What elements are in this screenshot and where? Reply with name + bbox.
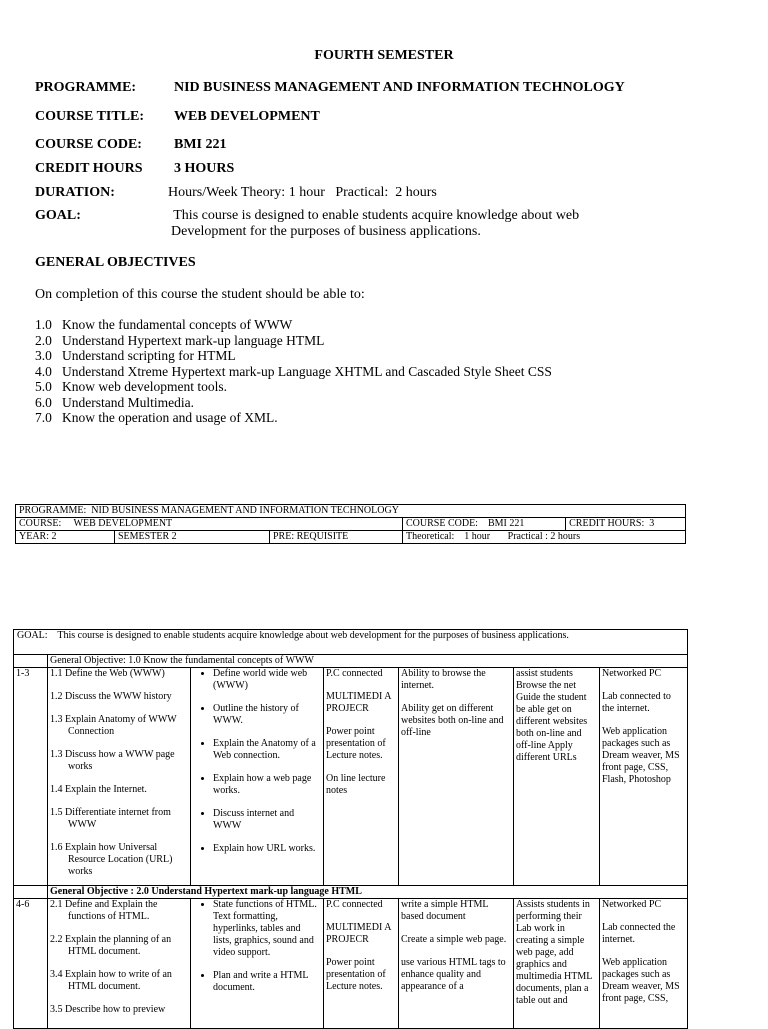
year-cell: YEAR: 2 [16,531,115,544]
course-header-table [15,504,686,544]
section2-heading: General Objective : 2.0 Understand Hypertext mark-up language HTML [48,886,688,899]
course-code-cell: COURSE CODE: BMI 221 [403,518,566,531]
objective-item: 7.0 Know the operation and usage of XML. [35,410,278,425]
programme-value: NID BUSINESS MANAGEMENT AND INFORMATION TECHNOLOGY [174,80,625,95]
section2-week: 4-6 [14,899,48,1029]
intro-text: On completion of this course the student should be able to: [35,287,365,302]
prereq-cell: PRE: REQUISITE [270,531,403,544]
section1-student-activities: Ability to browse the internet. Ability get on different websites both on-line and off-line [399,668,514,886]
course-cell: COURSE: WEB DEVELOPMENT [16,518,403,531]
section1-learning-outcomes: assist students Browse the net Guide the student be able get on different websites both on-line and off-line Apply different URLs [514,668,600,886]
credit-hours-value: 3 HOURS [174,161,235,176]
section1-teacher-activities: • Define world wide web (WWW) • Outline the history of WWW. • Explain the Anatomy of a Web connection. • Explain how a web page works. • Discuss internet and WWW • Explain how URL works. [191,668,324,886]
course-title-value: WEB DEVELOPMENT [174,109,320,124]
section2-student-activities: write a simple HTML based document Create a simple web page. use various HTML tags to enhance quality and appearance of a [399,899,514,1029]
section1-week: 1-3 [14,668,48,886]
course-code-value: BMI 221 [174,137,227,152]
course-title-label: COURSE TITLE: [35,109,145,124]
course-content-table [13,629,688,1029]
objective-item: 3.0 Understand scripting for HTML [35,348,236,363]
objective-item: 2.0 Understand Hypertext mark-up language HTML [35,332,325,348]
credit-hours-label: CREDIT HOURS [35,161,143,176]
general-objectives-heading: GENERAL OBJECTIVES [35,255,196,270]
objective-item: 4.0 Understand Xtreme Hypertext mark-up Language XHTML and Cascaded Style Sheet CSS [35,363,552,379]
objective-item: 5.0 Know web development tools. [35,379,227,394]
page-title: FOURTH SEMESTER [314,48,454,63]
section1-evaluation: Networked PC Lab connected to the internet. Web application packages such as Dream weaver, MS front page, CSS, Flash, Photoshop [600,668,688,886]
semester-cell: SEMESTER 2 [115,531,270,544]
credit-hours-cell: CREDIT HOURS: 3 [566,518,686,531]
objectives-list [35,317,552,426]
course-code-label: COURSE CODE: [35,137,142,152]
duration-label: DURATION: [35,185,115,200]
table-goal: GOAL: This course is designed to enable students acquire knowledge about web development for the purposes of business applications. [14,630,688,655]
section2-specific-objectives: 2.1 Define and Explain the functions of HTML. 2.2 Explain the planning of an HTML document. 3.4 Explain how to write of an HTML document. 3.5 Describe how to preview [48,899,191,1029]
goal-value-line2: Development for the purposes of business applications. [171,224,481,239]
programme-cell: PROGRAMME: NID BUSINESS MANAGEMENT AND INFORMATION TECHNOLOGY [16,505,686,518]
objective-item: 1.0 Know the fundamental concepts of WWW [35,317,293,332]
goal-value-line1: This course is designed to enable students acquire knowledge about web [170,208,580,223]
section1-resources: P.C connected MULTIMEDI A PROJECR Power point presentation of Lecture notes. On line lecture notes [324,668,399,886]
objective-item: 6.0 Understand Multimedia. [35,394,194,410]
section1-specific-objectives: 1.1 Define the Web (WWW) 1.2 Discuss the WWW history 1.3 Explain Anatomy of WWW Connection 1.3 Discuss how a WWW page works 1.4 Explain the Internet. 1.5 Differentiate internet from WWW 1.6 Explain how Universal Resource Location (URL) works [48,668,191,886]
section2-teacher-activities: • State functions of HTML. Text formatting, hyperlinks, tables and lists, graphics, sound and video support. • Plan and write a HTML document. [191,899,324,1029]
theoretical-cell: Theoretical: 1 hour Practical : 2 hours [403,531,686,544]
section1-heading: General Objective: 1.0 Know the fundamental concepts of WWW [48,655,688,668]
duration-value: Hours/Week Theory: 1 hour Practical: 2 hours [168,185,437,200]
goal-label: GOAL: [35,208,81,223]
section2-evaluation: Networked PC Lab connected the internet. Web application packages such as Dream weaver, MS front page, CSS, [600,899,688,1029]
programme-label: PROGRAMME: [35,80,137,95]
section2-learning-outcomes: Assists students in performing their Lab work in creating a simple web page, add graphics and multimedia HTML documents, plan a table out and [514,899,600,1029]
section2-resources: P.C connected MULTIMEDI A PROJECR Power point presentation of Lecture notes. [324,899,399,1029]
